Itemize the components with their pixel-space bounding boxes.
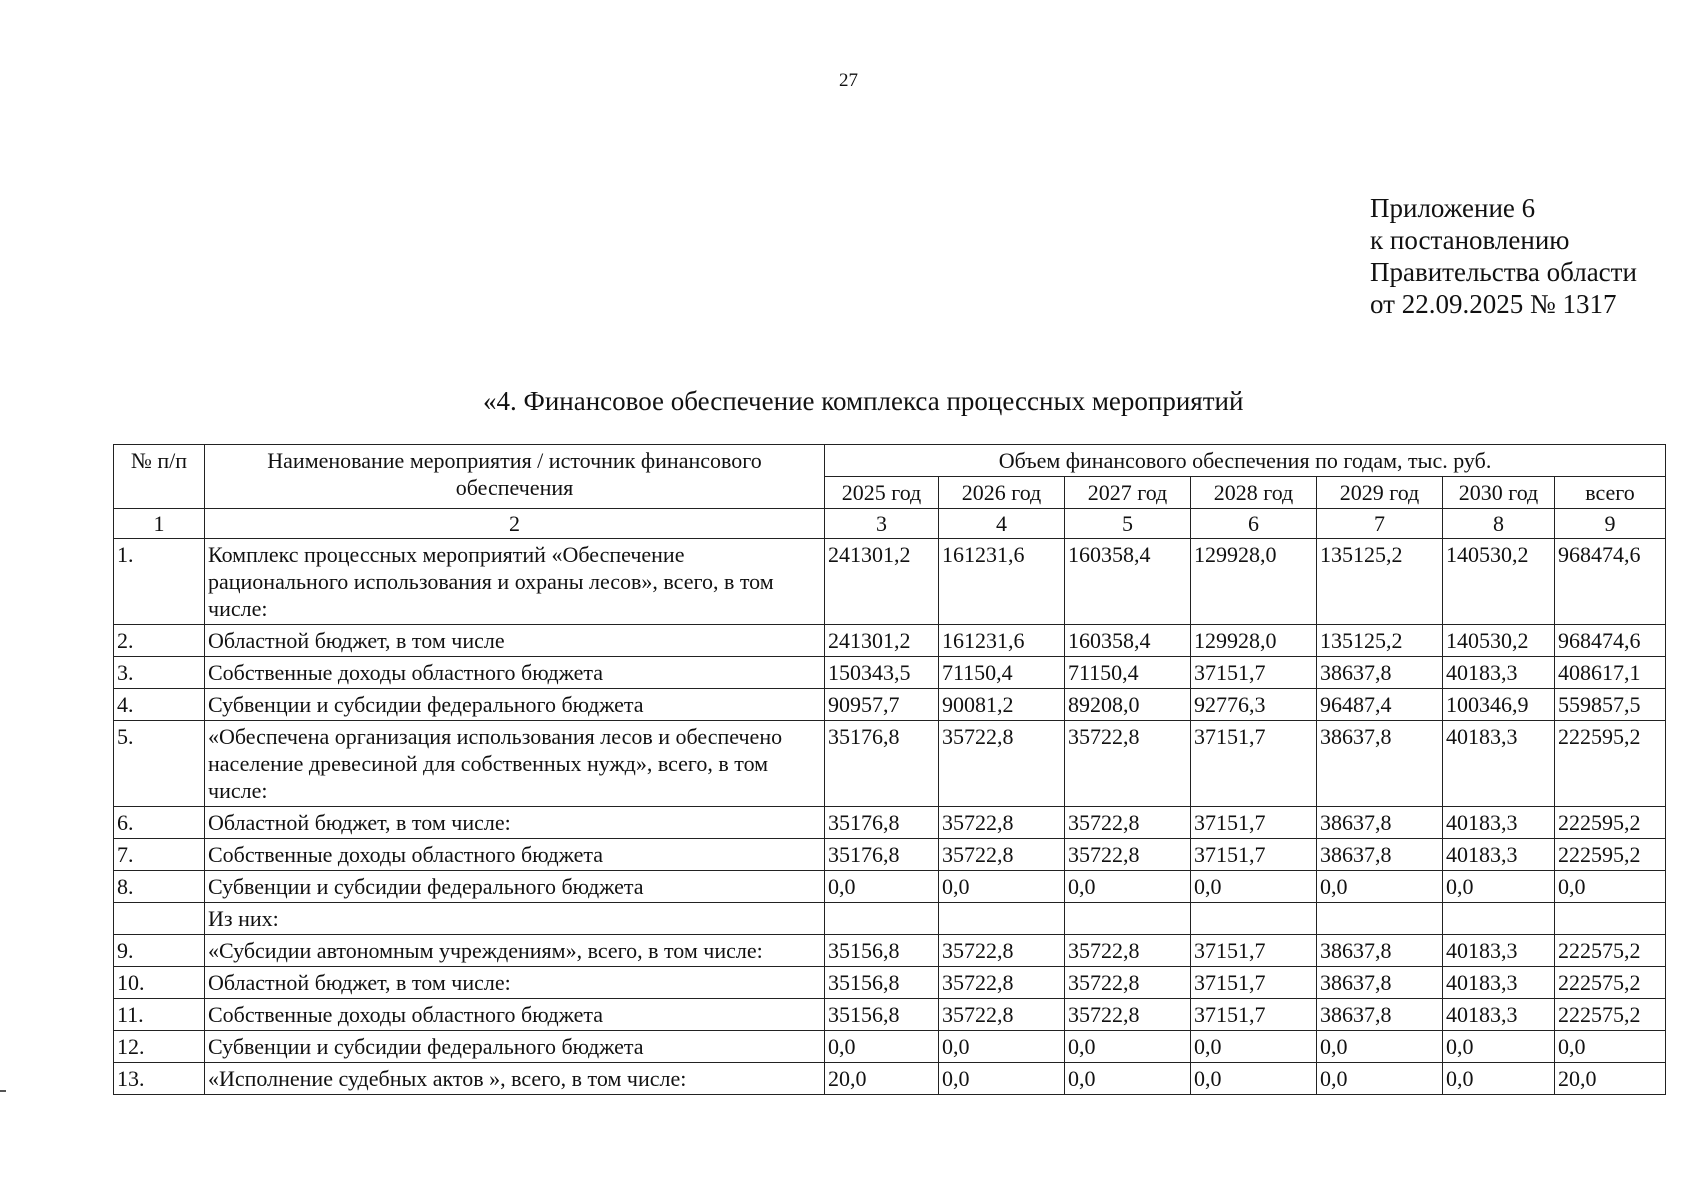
amount-cell: 38637,8 [1317,657,1443,689]
amount-cell: 0,0 [1317,871,1443,903]
amount-cell: 37151,7 [1191,839,1317,871]
amount-cell: 140530,2 [1443,539,1555,625]
amount-cell: 40183,3 [1443,807,1555,839]
scan-edge-mark [0,1090,6,1092]
table-row [114,967,1666,999]
amount-cell: 40183,3 [1443,967,1555,999]
column-number: 1 [114,509,205,539]
amount-cell: 35722,8 [1065,999,1191,1031]
year-header: 2029 год [1317,477,1443,509]
amount-cell: 0,0 [1443,1063,1555,1095]
row-index: 2. [114,625,205,657]
year-header: 2027 год [1065,477,1191,509]
amount-cell: 222575,2 [1555,999,1666,1031]
amount-cell: 20,0 [825,1063,939,1095]
row-index: 8. [114,871,205,903]
amount-cell: 89208,0 [1065,689,1191,721]
amount-cell: 37151,7 [1191,967,1317,999]
amount-cell: 35176,8 [825,839,939,871]
column-number-row [114,509,1666,539]
volume-header: Объем финансового обеспечения по годам, тыс. руб. [825,445,1666,477]
amount-cell: 129928,0 [1191,539,1317,625]
amount-cell: 150343,5 [825,657,939,689]
amount-cell: 0,0 [1443,1031,1555,1063]
amount-cell: 222595,2 [1555,807,1666,839]
amount-cell: 241301,2 [825,539,939,625]
amount-cell: 38637,8 [1317,839,1443,871]
table-row [114,903,1666,935]
amount-cell: 40183,3 [1443,999,1555,1031]
amount-cell: 0,0 [825,871,939,903]
amount-cell: 241301,2 [825,625,939,657]
appendix-line: Приложение 6 [1370,193,1536,223]
appendix-block [1370,192,1637,320]
row-name: Областной бюджет, в том числе: [205,967,825,999]
amount-cell: 38637,8 [1317,999,1443,1031]
column-number: 3 [825,509,939,539]
row-index: 7. [114,839,205,871]
amount-cell: 0,0 [1065,1063,1191,1095]
amount-cell: 0,0 [1191,1031,1317,1063]
amount-cell: 0,0 [825,1031,939,1063]
amount-cell: 160358,4 [1065,539,1191,625]
amount-cell: 0,0 [1555,1031,1666,1063]
row-name: Комплекс процессных мероприятий «Обеспечение рационального использования и охраны лесов», всего, в том числе: [205,539,825,625]
amount-cell: 408617,1 [1555,657,1666,689]
table-row [114,935,1666,967]
table-row [114,999,1666,1031]
total-header: всего [1555,477,1666,509]
amount-cell: 35722,8 [1065,839,1191,871]
row-index: 10. [114,967,205,999]
amount-cell: 968474,6 [1555,539,1666,625]
row-name: Субвенции и субсидии федерального бюджета [205,871,825,903]
year-header: 2028 год [1191,477,1317,509]
amount-cell [1065,903,1191,935]
amount-cell: 35722,8 [1065,721,1191,807]
amount-cell: 135125,2 [1317,539,1443,625]
row-name: Из них: [205,903,825,935]
row-index: 5. [114,721,205,807]
amount-cell: 37151,7 [1191,807,1317,839]
row-index: 11. [114,999,205,1031]
amount-cell: 71150,4 [1065,657,1191,689]
amount-cell: 0,0 [1317,1031,1443,1063]
amount-cell: 37151,7 [1191,999,1317,1031]
amount-cell: 35722,8 [939,935,1065,967]
amount-cell: 222575,2 [1555,967,1666,999]
row-index: 13. [114,1063,205,1095]
column-number: 2 [205,509,825,539]
amount-cell: 92776,3 [1191,689,1317,721]
amount-cell: 35156,8 [825,967,939,999]
amount-cell: 222595,2 [1555,721,1666,807]
amount-cell: 71150,4 [939,657,1065,689]
column-number: 4 [939,509,1065,539]
row-name: Собственные доходы областного бюджета [205,839,825,871]
amount-cell [1443,903,1555,935]
amount-cell: 90081,2 [939,689,1065,721]
amount-cell: 40183,3 [1443,657,1555,689]
amount-cell: 40183,3 [1443,935,1555,967]
amount-cell: 161231,6 [939,625,1065,657]
row-name: Субвенции и субсидии федерального бюджета [205,1031,825,1063]
amount-cell: 968474,6 [1555,625,1666,657]
amount-cell: 35722,8 [939,839,1065,871]
column-number: 5 [1065,509,1191,539]
document-title: «4. Финансовое обеспечение комплекса процессных мероприятий [483,386,1244,416]
amount-cell: 96487,4 [1317,689,1443,721]
row-index: 4. [114,689,205,721]
row-index [114,903,205,935]
row-name: Субвенции и субсидии федерального бюджета [205,689,825,721]
row-name: «Обеспечена организация использования лесов и обеспечено население древесиной для собственных нужд», всего, в том числе: [205,721,825,807]
row-index: 6. [114,807,205,839]
amount-cell: 0,0 [939,871,1065,903]
appendix-line: Правительства области [1370,257,1637,287]
amount-cell: 37151,7 [1191,721,1317,807]
row-index: 9. [114,935,205,967]
appendix-line: от 22.09.2025 № 1317 [1370,289,1617,319]
row-name: Областной бюджет, в том числе [205,625,825,657]
table-row [114,689,1666,721]
column-number: 9 [1555,509,1666,539]
table-row [114,721,1666,807]
row-name: «Исполнение судебных актов », всего, в том числе: [205,1063,825,1095]
column-number: 7 [1317,509,1443,539]
amount-cell: 0,0 [1555,871,1666,903]
row-name: «Субсидии автономным учреждениям», всего, в том числе: [205,935,825,967]
table-row [114,625,1666,657]
amount-cell: 38637,8 [1317,935,1443,967]
row-name: Собственные доходы областного бюджета [205,657,825,689]
col-name-header: Наименование мероприятия / источник финансового обеспечения [205,445,825,509]
amount-cell: 35722,8 [1065,967,1191,999]
amount-cell: 135125,2 [1317,625,1443,657]
row-index: 3. [114,657,205,689]
col-index-header: № п/п [114,445,205,509]
amount-cell: 38637,8 [1317,807,1443,839]
amount-cell [939,903,1065,935]
amount-cell: 37151,7 [1191,657,1317,689]
amount-cell: 35722,8 [939,967,1065,999]
amount-cell: 37151,7 [1191,935,1317,967]
amount-cell: 129928,0 [1191,625,1317,657]
amount-cell: 35722,8 [939,999,1065,1031]
row-index: 12. [114,1031,205,1063]
amount-cell: 40183,3 [1443,721,1555,807]
amount-cell: 140530,2 [1443,625,1555,657]
amount-cell: 222575,2 [1555,935,1666,967]
amount-cell: 160358,4 [1065,625,1191,657]
table-row [114,657,1666,689]
table-row [114,1031,1666,1063]
amount-cell [825,903,939,935]
amount-cell: 35156,8 [825,999,939,1031]
appendix-line: к постановлению [1370,225,1570,255]
amount-cell: 35156,8 [825,935,939,967]
column-number: 6 [1191,509,1317,539]
amount-cell: 40183,3 [1443,839,1555,871]
amount-cell: 100346,9 [1443,689,1555,721]
year-header: 2026 год [939,477,1065,509]
table-row [114,1063,1666,1095]
row-name: Собственные доходы областного бюджета [205,999,825,1031]
financing-table [113,444,1666,1095]
row-name: Областной бюджет, в том числе: [205,807,825,839]
year-header: 2030 год [1443,477,1555,509]
amount-cell [1555,903,1666,935]
amount-cell: 559857,5 [1555,689,1666,721]
table-row [114,807,1666,839]
table-row [114,539,1666,625]
amount-cell: 35722,8 [1065,807,1191,839]
amount-cell: 0,0 [1443,871,1555,903]
amount-cell: 38637,8 [1317,721,1443,807]
column-number: 8 [1443,509,1555,539]
amount-cell: 35176,8 [825,721,939,807]
amount-cell: 0,0 [939,1063,1065,1095]
amount-cell [1317,903,1443,935]
amount-cell: 0,0 [1191,871,1317,903]
amount-cell: 0,0 [1065,871,1191,903]
table-row [114,871,1666,903]
amount-cell: 0,0 [1191,1063,1317,1095]
amount-cell: 161231,6 [939,539,1065,625]
amount-cell: 90957,7 [825,689,939,721]
amount-cell: 35722,8 [939,807,1065,839]
amount-cell [1191,903,1317,935]
amount-cell: 38637,8 [1317,967,1443,999]
amount-cell: 0,0 [1317,1063,1443,1095]
amount-cell: 222595,2 [1555,839,1666,871]
amount-cell: 0,0 [939,1031,1065,1063]
amount-cell: 20,0 [1555,1063,1666,1095]
amount-cell: 35722,8 [939,721,1065,807]
page-number: 27 [839,70,858,91]
year-header: 2025 год [825,477,939,509]
row-index: 1. [114,539,205,625]
amount-cell: 0,0 [1065,1031,1191,1063]
amount-cell: 35722,8 [1065,935,1191,967]
amount-cell: 35176,8 [825,807,939,839]
table-row [114,839,1666,871]
